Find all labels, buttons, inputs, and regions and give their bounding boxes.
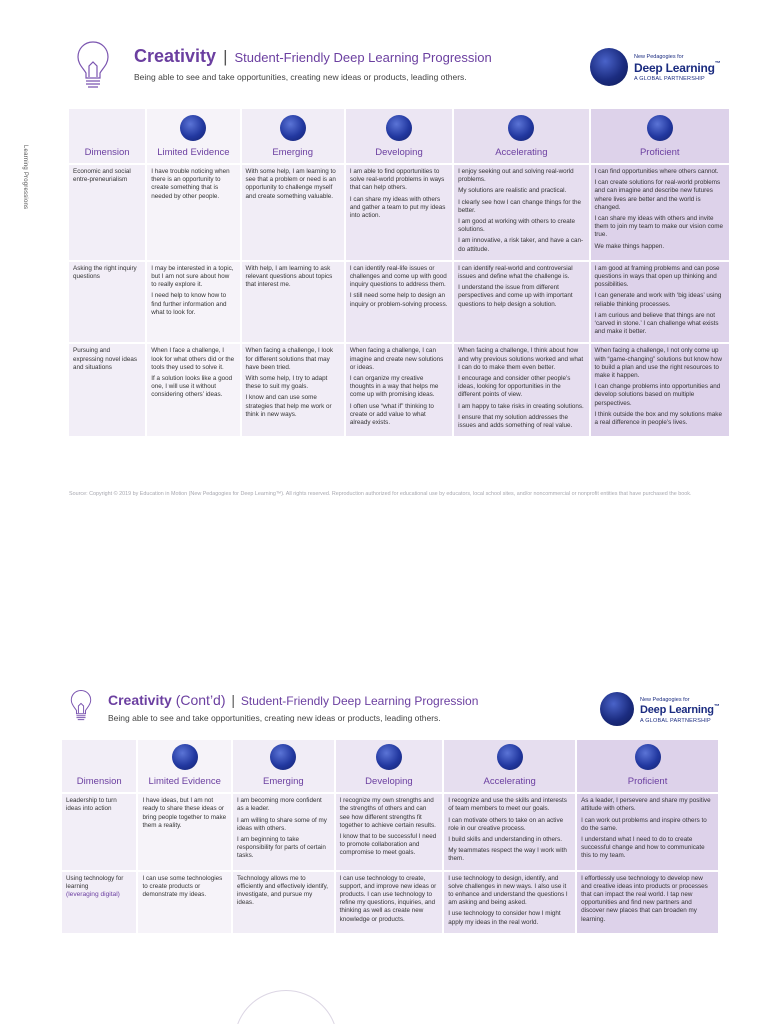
cell-statement: I am willing to share some of my ideas with others.: [237, 816, 327, 832]
proficient-icon: [647, 115, 673, 141]
cell-statement: I clearly see how I can change things for the better.: [458, 198, 582, 214]
cell-statement: I use technology to consider how I might apply my ideas in the real world.: [448, 910, 561, 926]
header-label: Limited Evidence: [157, 146, 230, 158]
header-label: Limited Evidence: [148, 776, 221, 787]
dimension-cell: [69, 262, 145, 343]
cell-statement: When facing a challenge, I not only come up with “game-changing” solutions but know how to build a plan and use the right resources to make it happen.: [594, 347, 722, 380]
dimension-cell: [62, 872, 136, 933]
cell-statement: I encourage and consider other people’s ideas, looking for opportunities in the different points of view.: [458, 375, 571, 399]
progression-table: [67, 107, 731, 438]
cell-statement: With some help, I am learning to see that a problem or need is an opportunity to challenge myself and create something valuable.: [245, 168, 336, 200]
header-row: [69, 109, 729, 163]
progression-cell: [577, 872, 718, 933]
cell-statement: I can identify real-world and controversial issues and define what the challenge is.: [458, 264, 573, 281]
progression-cell: [454, 262, 588, 343]
progression-cell: [242, 165, 344, 260]
header-label: Proficient: [639, 146, 680, 158]
accelerating-icon: [497, 744, 523, 770]
progression-cell: [454, 165, 588, 260]
cell-statement: I am good at framing problems and can pose questions in ways that open up thinking and possibilities.: [594, 264, 720, 289]
dimension-note: (leveraging digital): [66, 891, 120, 899]
lightbulb-icon: [70, 688, 92, 724]
title-separator: |: [223, 47, 228, 66]
progression-cell: [591, 262, 729, 343]
header-label: Emerging: [262, 776, 304, 787]
cell-statement: If a solution looks like a good one, I will use it without considering others’ ideas.: [151, 375, 233, 399]
dimension-cell: [69, 344, 145, 436]
cell-statement: When facing a challenge, I look for different solutions that may have been tried.: [245, 347, 334, 371]
table-row: [62, 872, 718, 933]
cell-statement: I am beginning to take responsibility for parts of certain tasks.: [237, 836, 326, 860]
progression-cell: [346, 165, 452, 260]
progression-cell: [242, 344, 344, 436]
page-description: Being able to see and take opportunities, creating new ideas or products, leading others.: [134, 72, 467, 82]
header-label: Developing: [375, 146, 423, 158]
cell-statement: I enjoy seeking out and solving real-world problems.: [458, 168, 574, 184]
cell-statement: I understand what I need to do to create successful change and how to communicate this to my team.: [581, 836, 705, 860]
cell-statement: I may be interested in a topic, but I am not sure about how to really explore it.: [151, 264, 234, 289]
cell-statement: I can find opportunities where others cannot.: [594, 168, 719, 175]
header-developing: [336, 740, 443, 792]
cell-statement: I know and can use some strategies that help me work or think in new ways.: [245, 394, 332, 418]
header-label: Proficient: [627, 776, 668, 787]
cell-statement: I need help to know how to find further information and what to look for.: [151, 292, 227, 316]
title-progression: Student-Friendly Deep Learning Progression: [234, 50, 492, 65]
logo-brand: Deep Learning: [640, 704, 714, 716]
logo-line3: A GLOBAL PARTNERSHIP: [634, 76, 705, 82]
cell-statement: I am able to find opportunities to solve real-world problems in ways that can help others.: [349, 168, 445, 192]
emerging-icon: [280, 115, 306, 141]
globe-icon: [590, 48, 628, 86]
progression-cell: [242, 262, 344, 343]
cell-statement: My solutions are realistic and practical.: [458, 187, 567, 195]
logo-line2: [640, 704, 720, 716]
cell-statement: I can change problems into opportunities and develop solutions based on multiple perspectives.: [594, 383, 721, 407]
proficient-icon: [635, 744, 661, 770]
cell-statement: I recognize my own strengths and the strengths of others and can see how different strengths fit together to achieve certain results.: [339, 797, 436, 829]
dimension-label: Asking the right inquiry questions: [73, 264, 137, 281]
cell-statement: With some help, I try to adapt these to suit my goals.: [245, 375, 328, 391]
table-row: [69, 165, 729, 260]
progression-cell: [346, 344, 452, 436]
title-separator: |: [231, 692, 236, 708]
header-label: Accelerating: [483, 776, 536, 787]
logo-tm: ™: [713, 704, 720, 710]
progression-cell: [591, 165, 729, 260]
progression-cell: [147, 165, 239, 260]
cell-statement: I can organize my creative thoughts in a way that helps me come up with promising ideas.: [349, 375, 439, 399]
cell-statement: As a leader, I persevere and share my positive attitude with others.: [581, 797, 711, 813]
cell-statement: I ensure that my solution addresses the issues and adds something of real value.: [458, 413, 573, 430]
cell-statement: I am good at working with others to create solutions.: [458, 218, 576, 234]
dimension-label: Leadership to turn ideas into action: [66, 797, 117, 813]
progression-cell: [444, 872, 575, 933]
cell-statement: I build skills and understanding in others.: [448, 836, 563, 844]
cell-statement: I can work out problems and inspire others to do the same.: [581, 816, 707, 832]
cell-statement: I am becoming more confident as a leader.: [237, 797, 322, 813]
header-developing: [346, 109, 452, 163]
cell-statement: I have ideas, but I am not ready to share these ideas or bring people together to make them a reality.: [142, 797, 227, 829]
header-accelerating: [444, 740, 575, 792]
npdl-logo: [600, 692, 730, 732]
header-dimension: Dimension: [69, 109, 145, 163]
cell-statement: I can share my ideas with others and gather a team to put my ideas into action.: [349, 195, 446, 220]
title-creativity: Creativity: [108, 692, 172, 708]
cell-statement: I think outside the box and my solutions make a real difference in people’s lives.: [594, 410, 722, 427]
cell-statement: When I face a challenge, I look for what others did or the tools they used to solve it.: [151, 347, 235, 371]
page-title: [108, 692, 478, 708]
title-contd: (Cont’d): [175, 692, 226, 708]
cell-statement: With help, I am learning to ask relevant questions about topics that interest me.: [245, 264, 333, 289]
limited-evidence-icon: [172, 744, 198, 770]
header-accelerating: [454, 109, 588, 163]
header-limited-evidence: [147, 109, 239, 163]
progression-cell: [233, 794, 334, 869]
page-description: Being able to see and take opportunities, creating new ideas or products, leading others.: [108, 713, 441, 723]
logo-line2: [634, 61, 721, 75]
progression-cell: [336, 872, 443, 933]
progression-cell: [454, 344, 588, 436]
cell-statement: I still need some help to design an inquiry or problem-solving process.: [349, 292, 448, 308]
progression-cell: [444, 794, 575, 869]
header-label: Developing: [365, 776, 413, 787]
dimension-label: Pursuing and expressing novel ideas and situations: [73, 347, 138, 371]
cell-statement: I know that to be successful I need to promote collaboration and compromise to meet goals.: [339, 833, 437, 857]
title-creativity: Creativity: [134, 46, 217, 66]
cell-statement: I can use some technologies to create products or demonstrate my ideas.: [142, 874, 223, 899]
cell-statement: I understand the issue from different perspectives and come up with important questions to help design a solution.: [458, 284, 573, 308]
table-row: [69, 344, 729, 436]
cell-statement: I can create solutions for real-world problems and can imagine and describe new futures where lives are better and the world is changed.: [594, 179, 721, 211]
title-progression: Student-Friendly Deep Learning Progression: [240, 694, 479, 708]
header-limited-evidence: [138, 740, 231, 792]
cell-statement: I can identify real-life issues or challenges and come up with good inquiry questions to address them.: [349, 264, 447, 289]
cell-statement: I am happy to take risks in creating solutions.: [458, 402, 584, 410]
table-row: [69, 262, 729, 343]
logo-line1: New Pedagogies for: [640, 697, 690, 703]
table-row: [62, 794, 718, 869]
cell-statement: I often use “what if” thinking to create or add value to what already exists.: [349, 402, 434, 427]
progression-cell: [577, 794, 718, 869]
cell-statement: When facing a challenge, I can imagine and create new solutions or ideas.: [349, 347, 444, 371]
developing-icon: [386, 115, 412, 141]
header-emerging: [242, 109, 344, 163]
logo-line1: New Pedagogies for: [634, 54, 684, 60]
logo-line3: A GLOBAL PARTNERSHIP: [640, 718, 711, 724]
header-proficient: [577, 740, 718, 792]
dimension-label: Using technology for learning: [66, 874, 124, 890]
cell-statement: I can generate and work with ‘big ideas’ using reliable thinking processes.: [594, 292, 722, 308]
logo-tm: ™: [714, 61, 721, 67]
side-section-label: Learning Progressions: [22, 145, 28, 210]
progression-cell: [591, 344, 729, 436]
progression-cell: [138, 872, 231, 933]
cell-statement: I can share my ideas with others and invite them to join my team to make our vision come true.: [594, 215, 723, 239]
cell-statement: I can motivate others to take on an active role in our creative process.: [448, 816, 564, 832]
header-proficient: [591, 109, 729, 163]
progression-cell: [138, 794, 231, 869]
cell-statement: I am innovative, a risk taker, and have a can-do attitude.: [458, 237, 584, 253]
cell-statement: I am curious and believe that things are not ‘carved in stone.’ I can challenge what exists and make it better.: [594, 311, 719, 336]
logo-brand: Deep Learning: [634, 61, 715, 75]
progression-cell: [346, 262, 452, 343]
source-note: Source: Copyright © 2019 by Education in Motion (New Pedagogies for Deep Learning™). All rights reserved. Reproduction authorized for educational use by educators, local school sites, and/or noncommercial or nonprofit entities that have purchased the book.: [69, 491, 692, 497]
progression-cell: [147, 262, 239, 343]
npdl-logo: [590, 48, 730, 92]
cell-statement: We make things happen.: [594, 242, 665, 250]
cell-statement: I recognize and use the skills and interests of team members to meet our goals.: [448, 797, 567, 813]
cell-statement: I have trouble noticing when there is an opportunity to create something that is needed by other people.: [151, 168, 230, 200]
cell-statement: Technology allows me to efficiently and effectively identify, investigate, and pursue my ideas.: [237, 874, 329, 907]
emerging-icon: [270, 744, 296, 770]
header-label: Accelerating: [495, 146, 548, 158]
cell-statement: I effortlessly use technology to develop new and creative ideas into products or processes that can impact the real world. I tap new opportunities and find new partners and discover new places that can broaden my learning.: [581, 874, 708, 923]
dimension-label: Economic and social entre-preneurialism: [73, 168, 131, 184]
limited-evidence-icon: [180, 115, 206, 141]
dimension-cell: [69, 165, 145, 260]
progression-table: [60, 738, 720, 935]
lightbulb-icon: [76, 40, 110, 92]
cell-statement: My teammates respect the way I work with them.: [448, 847, 567, 863]
globe-icon: [600, 692, 634, 726]
dimension-cell: [62, 794, 136, 869]
progression-cell: [233, 872, 334, 933]
page-2: [0, 680, 768, 1024]
progression-cell: [336, 794, 443, 869]
header-row: [62, 740, 718, 792]
header-emerging: [233, 740, 334, 792]
header-dimension: Dimension: [62, 740, 136, 792]
developing-icon: [376, 744, 402, 770]
cell-statement: I use technology to design, identify, and solve challenges in new ways. I also use it to enhance and understand the questions I am asking and being asked.: [448, 874, 568, 907]
accelerating-icon: [508, 115, 534, 141]
progression-cell: [147, 344, 239, 436]
page-title: [134, 46, 492, 67]
cell-statement: I can use technology to create, support, and improve new ideas or products. I can use technology to refine my questions, inquiries, and thinking as well as create new knowledge or products.: [339, 874, 437, 923]
cell-statement: When facing a challenge, I think about how and why previous solutions worked and what I can do to make them even better.: [458, 347, 584, 371]
header-label: Emerging: [272, 146, 313, 158]
